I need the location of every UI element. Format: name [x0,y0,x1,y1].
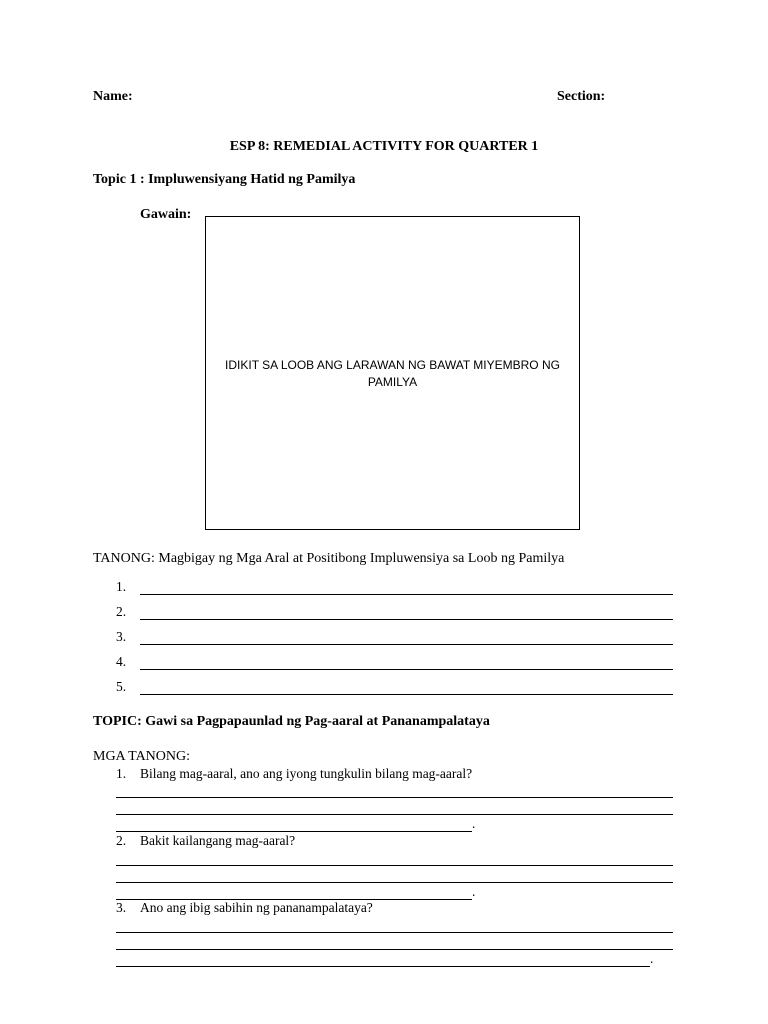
answer-number: 1. [116,579,127,594]
answer-line[interactable] [116,949,673,950]
page-title: ESP 8: REMEDIAL ACTIVITY FOR QUARTER 1 [229,139,539,154]
answer-number: 3. [116,629,127,644]
answer-line[interactable] [116,966,650,967]
box-instruction: IDIKIT SA LOOB ANG LARAWAN NG BAWAT MIYEMBRO NG PAMILYA [225,358,560,389]
answer-number: 4. [116,654,127,669]
topic2-heading: TOPIC: Gawi sa Pagpapaunlad ng Pag-aaral at Pananampalataya [93,714,490,729]
question-text: Bakit kailangang mag-aaral? [140,833,296,848]
answer-line[interactable] [116,814,673,815]
end-period: . [472,884,476,899]
answer-line[interactable] [140,594,673,595]
section-label: Section: [557,89,606,104]
end-period: . [472,816,476,831]
answer-line[interactable] [116,831,472,832]
question-number: 3. [116,900,127,915]
answer-number: 2. [116,604,127,619]
questions-label: MGA TANONG: [93,749,191,764]
answer-number: 5. [116,679,127,694]
answer-line[interactable] [116,865,673,866]
answer-line[interactable] [116,797,673,798]
topic1-heading: Topic 1 : Impluwensiyang Hatid ng Pamilya [93,172,356,187]
answer-line[interactable] [116,882,673,883]
topic1-question: TANONG: Magbigay ng Mga Aral at Positibong Impluwensiya sa Loob ng Pamilya [93,551,565,566]
question-number: 2. [116,833,127,848]
answer-line[interactable] [116,932,673,933]
name-label: Name: [93,89,133,104]
question-text: Ano ang ibig sabihin ng pananampalataya? [140,900,373,915]
answer-line[interactable] [140,619,673,620]
question-number: 1. [116,766,127,781]
end-period: . [650,951,654,966]
gawain-label: Gawain: [140,207,192,222]
answer-line[interactable] [140,694,673,695]
answer-line[interactable] [140,644,673,645]
photo-paste-box [205,216,580,530]
answer-line[interactable] [140,669,673,670]
question-text: Bilang mag-aaral, ano ang iyong tungkulin bilang mag-aaral? [140,766,473,781]
